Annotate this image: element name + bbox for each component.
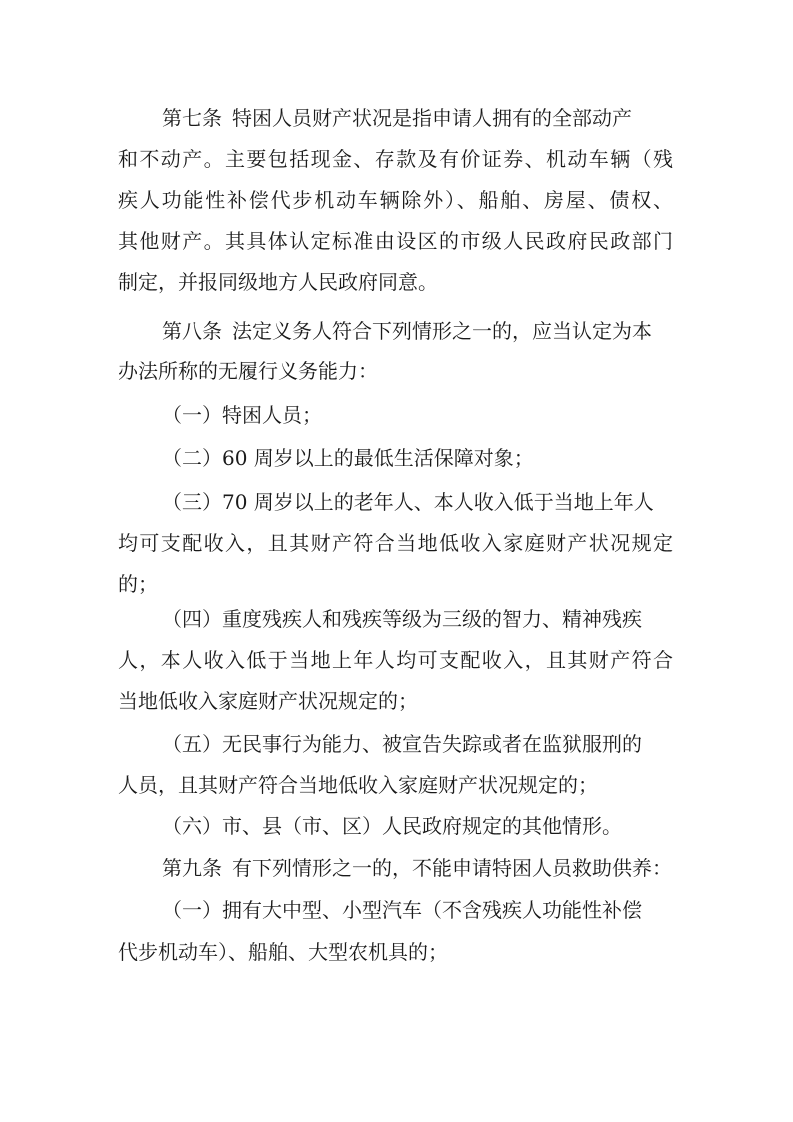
list-item-text: （一）拥有大中型、小型汽车（不含残疾人功能性补偿 — [162, 898, 642, 922]
list-item-text: 的； — [118, 572, 158, 596]
article-8-item-4-line-2 — [118, 647, 673, 673]
article-9-item-1-line-1 — [162, 897, 642, 923]
list-item-text: 代步机动车）、船舶、大型农机具的； — [118, 940, 448, 964]
article-7-line-4 — [118, 228, 673, 254]
article-7-line-1 — [162, 105, 632, 131]
article-8-text: 办法所称的无履行义务能力： — [118, 359, 378, 383]
article-8-item-6 — [162, 813, 622, 839]
article-8-number: 第八条 — [162, 319, 222, 343]
article-7-text: 其他财产。其具体认定标准由设区的市级人民政府民政部门 — [118, 229, 673, 253]
article-7-line-3 — [118, 187, 673, 213]
article-8-line-1 — [162, 318, 652, 344]
article-9-text: 有下列情形之一的，不能申请特困人员救助供养： — [232, 856, 672, 880]
article-8-item-2 — [162, 445, 534, 471]
article-7-text: 疾人功能性补偿代步机动车辆除外）、船舶、房屋、债权、 — [118, 188, 673, 212]
article-8-text: 法定义务人符合下列情形之一的，应当认定为本 — [232, 319, 652, 343]
article-8-line-2 — [118, 358, 378, 384]
article-8-item-5-line-1 — [162, 731, 642, 757]
article-8-item-3-line-2 — [118, 530, 673, 556]
article-7-line-2 — [118, 146, 673, 172]
article-7-line-5 — [118, 269, 438, 295]
list-item-text: （三）70 周岁以上的老年人、本人收入低于当地上年人 — [162, 490, 654, 514]
article-7-text: 特困人员财产状况是指申请人拥有的全部动产 — [232, 106, 632, 130]
article-7-text: 和不动产。主要包括现金、存款及有价证券、机动车辆（残 — [118, 147, 673, 171]
article-9-number: 第九条 — [162, 856, 222, 880]
article-7-number: 第七条 — [162, 106, 222, 130]
article-8-item-3-line-3 — [118, 571, 158, 597]
article-9-item-1-line-2 — [118, 939, 448, 965]
list-item-text: （五）无民事行为能力、被宣告失踪或者在监狱服刑的 — [162, 732, 642, 756]
list-item-text: 当地低收入家庭财产状况规定的； — [118, 689, 418, 713]
article-9-line-1 — [162, 855, 672, 881]
article-8-item-5-line-2 — [118, 772, 598, 798]
article-8-item-4-line-3 — [118, 688, 418, 714]
list-item-text: （四）重度残疾人和残疾等级为三级的智力、精神残疾 — [162, 607, 642, 631]
article-8-item-4-line-1 — [162, 606, 642, 632]
article-7-text: 制定，并报同级地方人民政府同意。 — [118, 270, 438, 294]
list-item-text: 人员，且其财产符合当地低收入家庭财产状况规定的； — [118, 773, 598, 797]
list-item-text: 均可支配收入，且其财产符合当地低收入家庭财产状况规定 — [118, 531, 673, 555]
article-8-item-3-line-1 — [162, 489, 654, 515]
list-item-text: （二）60 周岁以上的最低生活保障对象； — [162, 446, 534, 470]
list-item-text: 人，本人收入低于当地上年人均可支配收入，且其财产符合 — [118, 648, 673, 672]
list-item-text: （六）市、县（市、区）人民政府规定的其他情形。 — [162, 814, 622, 838]
article-8-item-1 — [162, 402, 322, 428]
list-item-text: （一）特困人员； — [162, 403, 322, 427]
